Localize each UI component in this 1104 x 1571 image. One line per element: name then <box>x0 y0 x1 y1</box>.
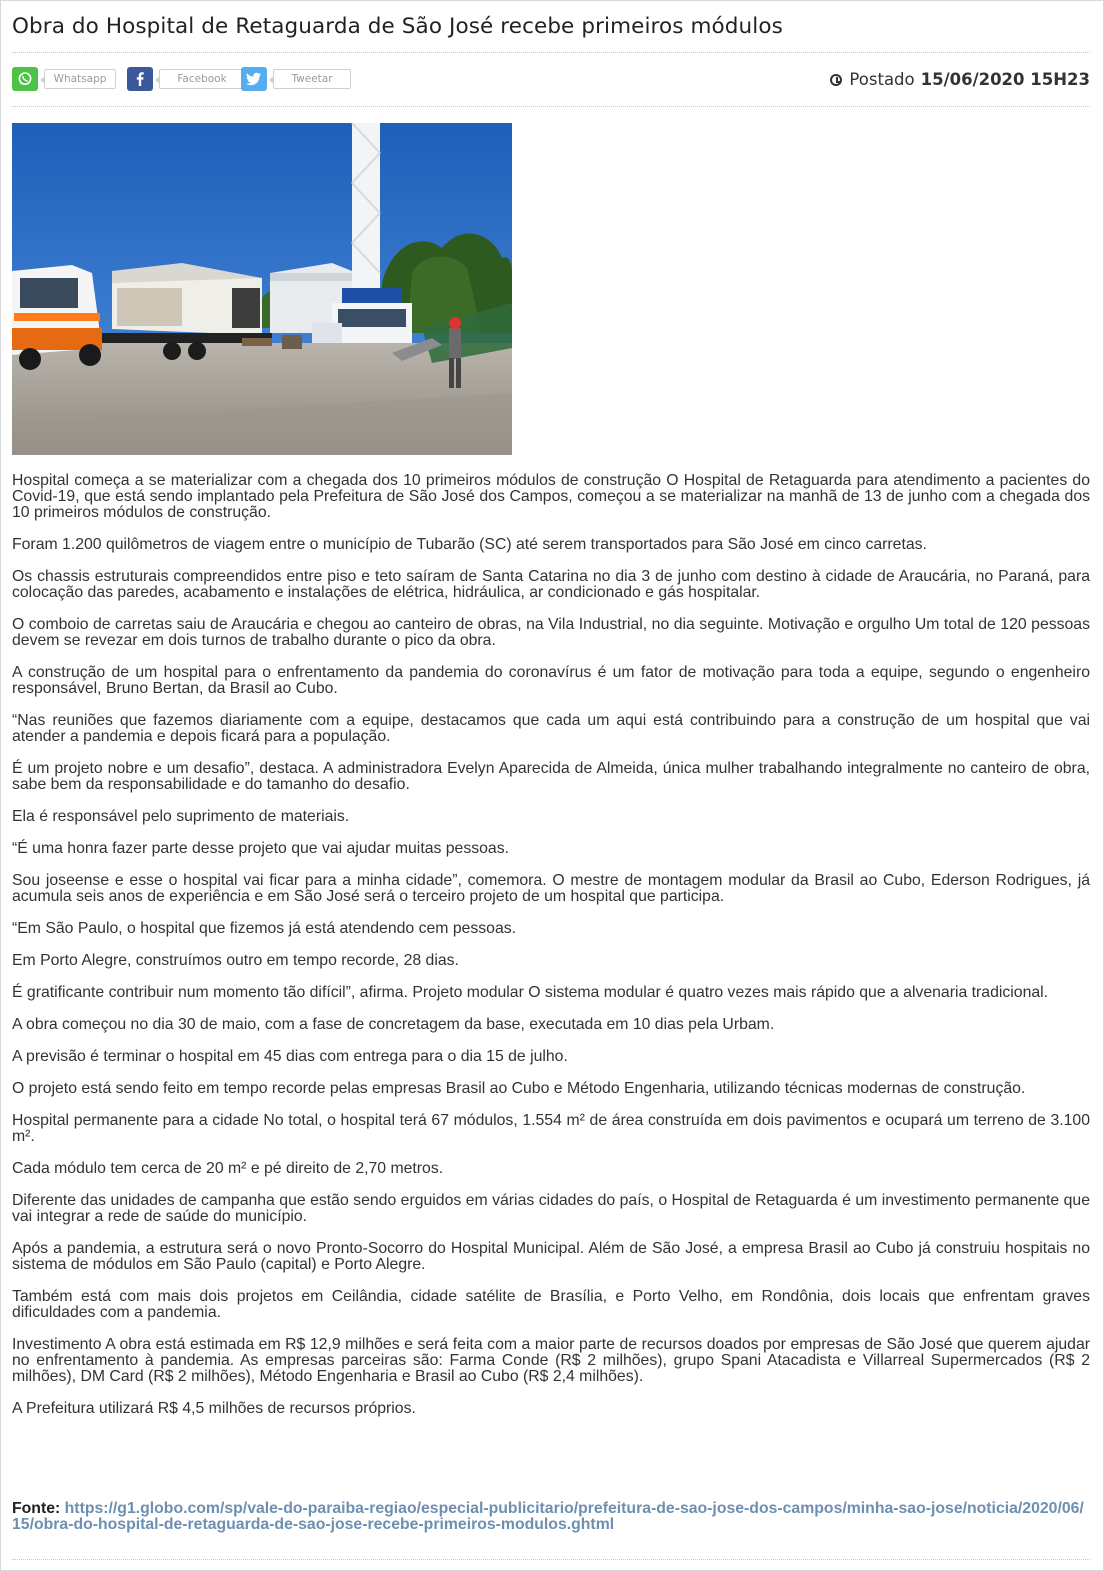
article-paragraph: A Prefeitura utilizará R$ 4,5 milhões de recursos próprios. <box>12 1400 416 1417</box>
facebook-icon[interactable] <box>127 67 153 91</box>
article-paragraph: Sou joseense e esse o hospital vai ficar para a minha cidade”, comemora. O mestre de montagem modular da Brasil ao Cubo, Ederson Rodrigues, já acumula seis anos de experiência e em São José será o terceiro projeto de um hospital que participa. <box>12 872 1090 905</box>
share-facebook-button[interactable] <box>127 67 245 91</box>
share-twitter-label[interactable]: Tweetar <box>273 69 351 89</box>
article-paragraph: Após a pandemia, a estrutura será o novo Pronto-Socorro do Hospital Municipal. Além de São José, a empresa Brasil ao Cubo já construiu hospitais no sistema de módulos em São Paulo (capital) e Porto Alegre. <box>12 1240 1090 1273</box>
share-whatsapp-button[interactable] <box>12 67 116 91</box>
article-paragraph: É gratificante contribuir num momento tão difícil”, afirma. Projeto modular O sistema modular é quatro vezes mais rápido que a alvenaria tradicional. <box>12 984 1049 1001</box>
article-paragraph: A obra começou no dia 30 de maio, com a fase de concretagem da base, executada em 10 dias pela Urbam. <box>12 1016 775 1033</box>
article-paragraph: O projeto está sendo feito em tempo recorde pelas empresas Brasil ao Cubo e Método Engenharia, utilizando técnicas modernas de construção. <box>12 1080 1026 1097</box>
whatsapp-icon[interactable] <box>12 67 38 91</box>
article-paragraph: Hospital começa a se materializar com a chegada dos 10 primeiros módulos de construção O Hospital de Retaguarda para atendimento a pacientes do Covid-19, que está sendo implantado pela Prefeitura de São José dos Campos, começou a se materializar na manhã de 13 de junho com a chegada dos 10 primeiros módulos de construção. <box>12 472 1090 521</box>
article-paragraph: Hospital permanente para a cidade No total, o hospital terá 67 módulos, 1.554 m² de área construída em dois pavimentos e ocupará um terreno de 3.100 m². <box>12 1112 1090 1145</box>
twitter-icon[interactable] <box>241 67 267 91</box>
article-paragraph: Ela é responsável pelo suprimento de materiais. <box>12 808 350 825</box>
article-body <box>12 473 1090 1433</box>
article-paragraph: Também está com mais dois projetos em Ceilândia, cidade satélite de Brasília, e Porto Velho, em Rondônia, dois locais que enfrentam graves dificuldades com a pandemia. <box>12 1288 1090 1321</box>
article-paragraph: É um projeto nobre e um desafio”, destaca. A administradora Evelyn Aparecida de Almeida, única mulher trabalhando integralmente no canteiro de obra, sabe bem da responsabilidade e do tamanho do desafio. <box>12 760 1090 793</box>
article <box>12 1 1090 1533</box>
source <box>12 1501 1090 1533</box>
share-whatsapp-label[interactable]: Whatsapp <box>44 69 116 89</box>
article-paragraph: O comboio de carretas saiu de Araucária e chegou ao canteiro de obras, na Vila Industrial, no dia seguinte. Motivação e orgulho Um total de 120 pessoas devem se revezar em dois turnos de trabalho durante o pico da obra. <box>12 616 1090 649</box>
article-paragraph: Foram 1.200 quilômetros de viagem entre o município de Tubarão (SC) até serem transportados para São José em cinco carretas. <box>12 536 927 553</box>
article-paragraph: Os chassis estruturais compreendidos entre piso e teto saíram de Santa Catarina no dia 3 de junho com destino à cidade de Araucária, no Paraná, para colocação das paredes, acabamento e instalações de elétrica, hidráulica, ar condicionado e gás hospitalar. <box>12 568 1090 601</box>
article-paragraph: A construção de um hospital para o enfrentamento da pandemia do coronavírus é um fator de motivação para toda a equipe, segundo o engenheiro responsável, Bruno Bertan, da Brasil ao Cubo. <box>12 664 1090 697</box>
article-paragraph: “Nas reuniões que fazemos diariamente com a equipe, destacamos que cada um aqui está contribuindo para a construção de um hospital que vai atender a pandemia e depois ficará para a população. <box>12 712 1090 745</box>
article-photo <box>12 123 512 455</box>
article-paragraph: Diferente das unidades de campanha que estão sendo erguidos em várias cidades do país, o Hospital de Retaguarda é um investimento permanente que vai integrar a rede de saúde do município. <box>12 1192 1090 1225</box>
article-paragraph: “É uma honra fazer parte desse projeto que vai ajudar muitas pessoas. <box>12 840 510 857</box>
article-paragraph: Cada módulo tem cerca de 20 m² e pé direito de 2,70 metros. <box>12 1160 444 1177</box>
source-label: Fonte: <box>12 1500 61 1517</box>
divider <box>12 1559 1090 1560</box>
share-facebook-label[interactable]: Facebook <box>159 69 245 89</box>
posted-date <box>830 70 1090 89</box>
clock-icon <box>830 74 842 86</box>
divider <box>12 106 1090 107</box>
source-link[interactable]: https://g1.globo.com/sp/vale-do-paraiba-regiao/especial-publicitario/prefeitura-de-sao-jose-dos-campos/minha-sao-jose/noticia/2020/06/15/obra-do-hospital-de-retaguarda-de-sao-jose-recebe-primeiros-modulos.ghtml <box>12 1500 1084 1533</box>
article-paragraph: “Em São Paulo, o hospital que fizemos já está atendendo cem pessoas. <box>12 920 517 937</box>
page-title: Obra do Hospital de Retaguarda de São José recebe primeiros módulos <box>12 14 783 39</box>
posted-datetime: 15/06/2020 15H23 <box>920 70 1090 89</box>
article-paragraph: A previsão é terminar o hospital em 45 dias com entrega para o dia 15 de julho. <box>12 1048 568 1065</box>
article-paragraph: Investimento A obra está estimada em R$ 12,9 milhões e será feita com a maior parte de recursos doados por empresas de São José que querem ajudar no enfrentamento à pandemia. As empresas parceiras são: Farma Conde (R$ 2 milhões), grupo Spani Atacadista e Villarreal Supermercados (R$ 2 milhões), DM Card (R$ 2 milhões), Método Engenharia e Brasil ao Cubo (R$ 2,4 milhões). <box>12 1336 1090 1385</box>
article-paragraph: Em Porto Alegre, construímos outro em tempo recorde, 28 dias. <box>12 952 459 969</box>
share-bar <box>12 53 1090 106</box>
posted-label: Postado <box>849 70 915 89</box>
share-twitter-button[interactable] <box>241 67 351 91</box>
